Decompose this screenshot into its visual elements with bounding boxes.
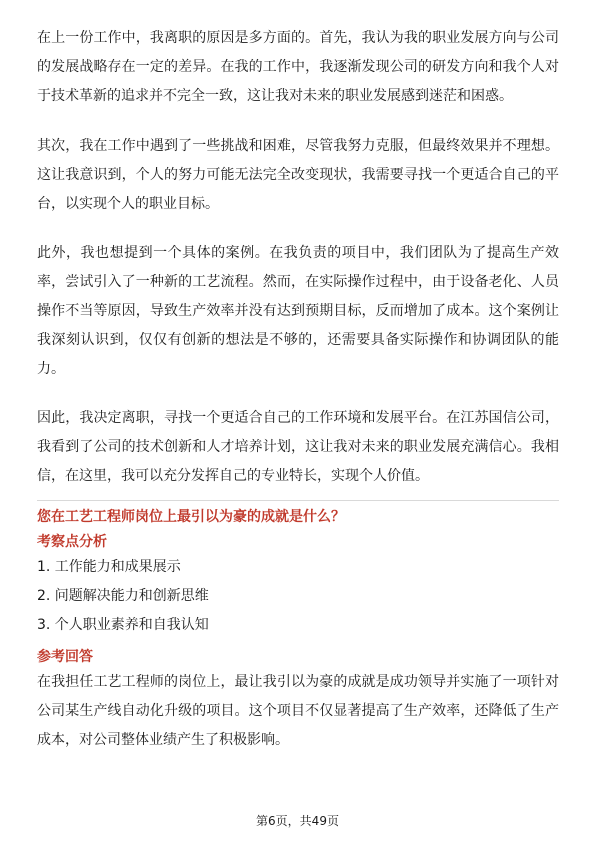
answer-text: 在我担任工艺工程师的岗位上，最让我引以为豪的成就是成功领导并实施了一项针对公司某生产线自动化升级的项目。这个项目不仅显著提高了生产效率，还降低了生产成本，对公司整体业绩产生了积极影响。 [37,674,559,748]
document-page [37,24,559,755]
paragraph-spacer [37,111,559,132]
list-item: 1. 工作能力和成果展示 [37,559,181,575]
list-item: 2. 问题解决能力和创新思维 [37,588,209,604]
analysis-list [37,553,559,640]
section-divider [37,500,559,501]
paragraph-spacer [37,384,559,404]
list-item: 3. 个人职业素养和自我认知 [37,617,209,633]
paragraph-1: 在上一份工作中，我离职的原因是多方面的。首先，我认为我的职业发展方向与公司的发展战略存在一定的差异。在我的工作中，我逐渐发现公司的研发方向和我个人对于技术革新的追求并不完全一致，这让我对未来的职业发展感到迷茫和困惑。 [37,30,559,104]
answer-title: 参考回答 [37,649,93,665]
paragraph-2: 其次，我在工作中遇到了一些挑战和困难，尽管我努力克服，但最终效果并不理想。这让我意识到，个人的努力可能无法完全改变现状，我需要寻找一个更适合自己的平台，以实现个人的职业目标。 [37,138,559,212]
paragraph-spacer [37,219,559,239]
page-number: 第6页，共49页 [256,814,339,828]
analysis-title: 考察点分析 [37,534,107,550]
paragraph-3: 此外，我也想提到一个具体的案例。在我负责的项目中，我们团队为了提高生产效率，尝试引入了一种新的工艺流程。然而，在实际操作过程中，由于设备老化、人员操作不当等原因，导致生产效率并没有达到预期目标，反而增加了成本。这个案例让我深刻认识到，仅仅有创新的想法是不够的，还需要具备实际操作和协调团队的能力。 [37,245,559,377]
paragraph-4: 因此，我决定离职，寻找一个更适合自己的工作环境和发展平台。在江苏国信公司，我看到了公司的技术创新和人才培养计划，这让我对未来的职业发展充满信心。我相信，在这里，我可以充分发挥自己的专业特长，实现个人价值。 [37,410,559,484]
interview-question: 您在工艺工程师岗位上最引以为豪的成就是什么？ [37,509,345,525]
